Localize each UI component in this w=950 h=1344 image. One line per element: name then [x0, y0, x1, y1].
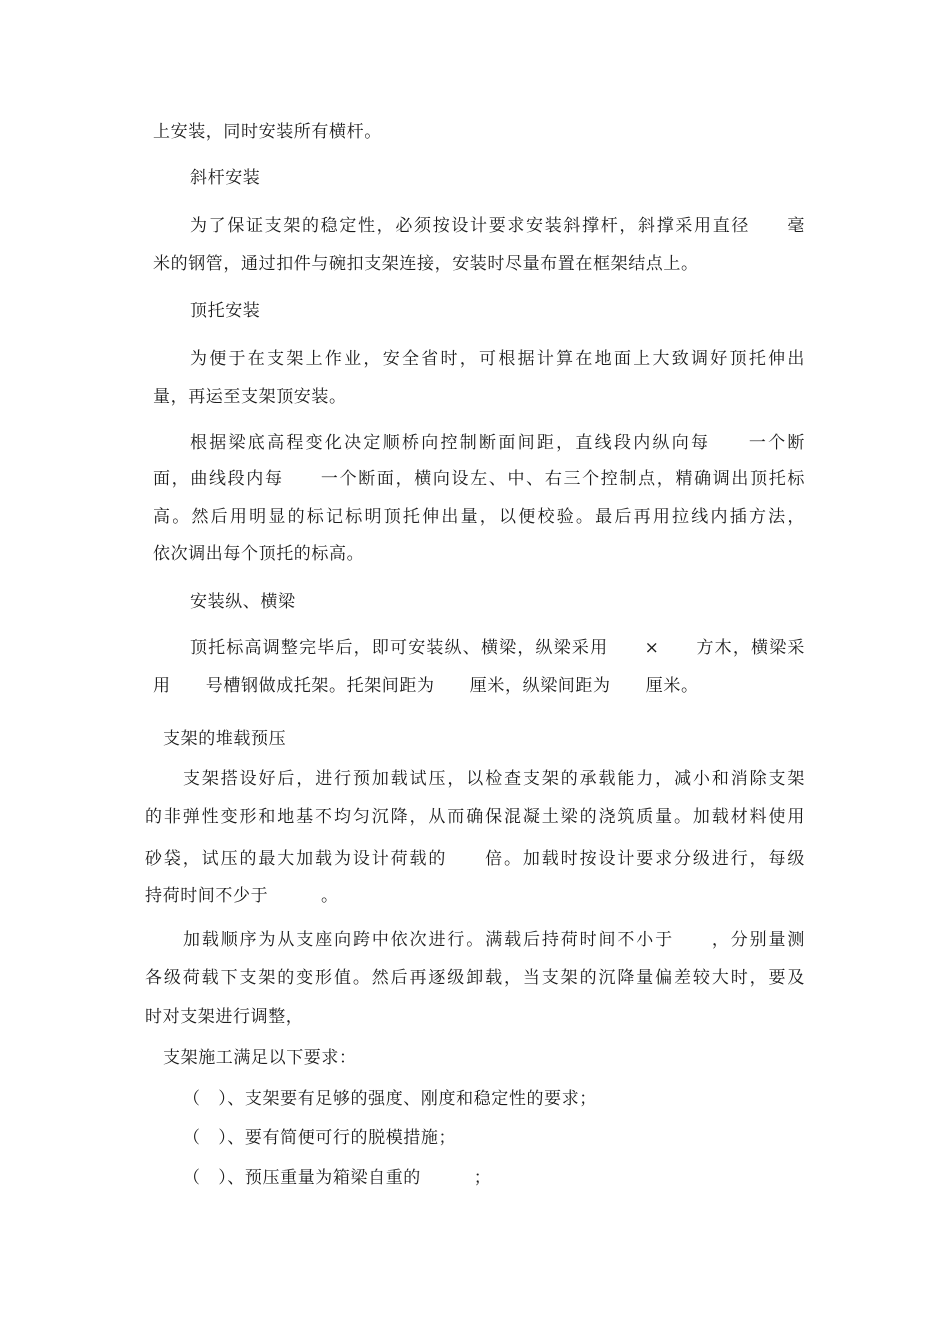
- section-heading: 支架的堆载预压: [163, 729, 287, 749]
- text-line: 各级荷载下支架的变形值。然后再逐级卸载，当支架的沉降量偏差较大时，要及: [145, 968, 805, 988]
- text-line: 加载顺序为从支座向跨中依次进行。满载后持荷时间不小于 ，分别量测: [183, 930, 805, 950]
- text-line: 时对支架进行调整，: [145, 1007, 304, 1027]
- text-line: 上安装，同时安装所有横杆。: [153, 122, 382, 142]
- text-line: 米的钢管，通过扣件与碗扣支架连接，安装时尽量布置在框架结点上。: [153, 254, 699, 274]
- section-heading: 顶托安装: [190, 301, 261, 321]
- text-line: 依次调出每个顶托的标高。: [153, 544, 365, 564]
- text-line: 用 号槽钢做成托架。托架间距为 厘米，纵梁间距为 厘米。: [153, 676, 699, 696]
- text-line: 的非弹性变形和地基不均匀沉降，从而确保混凝土梁的浇筑质量。加载材料使用: [145, 807, 805, 827]
- list-item: （ ）、要有简便可行的脱模措施；: [183, 1128, 457, 1148]
- text-line: 砂袋，试压的最大加载为设计荷载的 倍。加载时按设计要求分级进行，每级: [145, 849, 805, 869]
- text-line: 为了保证支架的稳定性，必须按设计要求安装斜撑杆，斜撑采用直径 毫: [190, 216, 805, 236]
- list-item: （ ）、预压重量为箱梁自重的 ；: [183, 1168, 492, 1188]
- section-heading: 斜杆安装: [190, 168, 261, 188]
- text-line: 为便于在支架上作业，安全省时，可根据计算在地面上大致调好顶托伸出: [190, 349, 805, 369]
- text-line: 根据梁底高程变化决定顺桥向控制断面间距，直线段内纵向每 一个断: [190, 433, 805, 453]
- text-line: 持荷时间不少于 。: [145, 886, 339, 906]
- text-line: 支架搭设好后，进行预加载试压，以检查支架的承载能力，减小和消除支架: [183, 769, 805, 789]
- text-line: 高。然后用明显的标记标明顶托伸出量，以便校验。最后再用拉线内插方法，: [153, 507, 805, 527]
- section-heading: 支架施工满足以下要求：: [163, 1048, 357, 1068]
- list-item: （ ）、支架要有足够的强度、刚度和稳定性的要求；: [183, 1089, 597, 1109]
- section-heading: 安装纵、横梁: [190, 592, 296, 612]
- text-line: 面，曲线段内每 一个断面，横向设左、中、右三个控制点，精确调出顶托标: [153, 469, 805, 489]
- text-line: 顶托标高调整完毕后，即可安装纵、横梁，纵梁采用 × 方木，横梁采: [190, 638, 805, 658]
- text-line: 量，再运至支架顶安装。: [153, 387, 347, 407]
